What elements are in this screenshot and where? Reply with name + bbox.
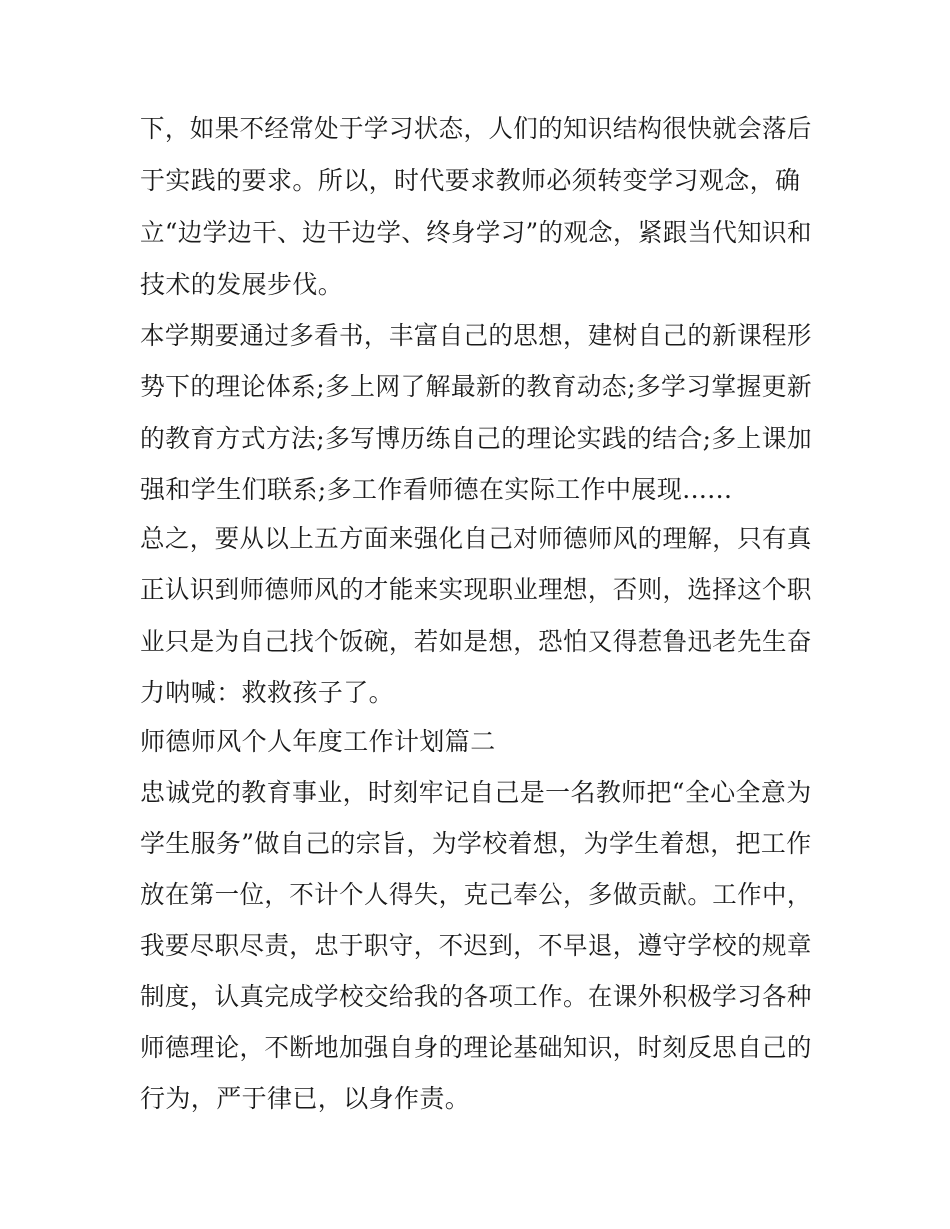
text-line: 行为，严于律已，以身作责。 [140, 1084, 471, 1113]
text-line: 本学期要通过多看书，丰富自己的思想，建树自己的新课程形 [140, 321, 812, 350]
text-line: 我要尽职尽责，忠于职守，不迟到，不早退，遵守学校的规章 [140, 931, 812, 960]
text-line: 的教育方式方法;多写博历练自己的理论实践的结合;多上课加 [140, 424, 813, 453]
text-line: 势下的理论体系;多上网了解最新的教育动态;多学习掌握更新 [140, 372, 813, 401]
text-line: 学生服务”做自己的宗旨，为学校着想，为学生着想，把工作 [140, 829, 812, 858]
text-line: 于实践的要求。所以，时代要求教师必须转变学习观念，确 [140, 166, 801, 195]
section-heading: 师德师风个人年度工作计划篇二 [140, 727, 496, 756]
text-line: 总之，要从以上五方面来强化自己对师德师风的理解，只有真 [140, 524, 812, 553]
text-line: 师德理论，不断地加强自身的理论基础知识，时刻反思自己的 [140, 1033, 812, 1062]
text-line: 强和学生们联系;多工作看师德在实际工作中展现...... [140, 475, 733, 504]
text-line: 业只是为自己找个饭碗，若如是想，恐怕又得惹鲁迅老先生奋 [140, 627, 812, 656]
text-line: 技术的发展步伐。 [140, 270, 344, 299]
text-line: 制度，认真完成学校交给我的各项工作。在课外积极学习各种 [140, 982, 812, 1011]
text-line: 下，如果不经常处于学习状态，人们的知识结构很快就会落后 [140, 114, 812, 143]
text-line: 立“边学边干、边干边学、终身学习”的观念，紧跟当代知识和 [140, 218, 812, 247]
text-line: 力呐喊：救救孩子了。 [140, 678, 395, 707]
text-line: 忠诚党的教育事业，时刻牢记自己是一名教师把“全心全意为 [140, 778, 812, 807]
text-line: 放在第一位，不计个人得失，克己奉公，多做贡献。工作中， [140, 880, 812, 909]
text-line: 正认识到师德师风的才能来实现职业理想，否则，选择这个职 [140, 575, 812, 604]
